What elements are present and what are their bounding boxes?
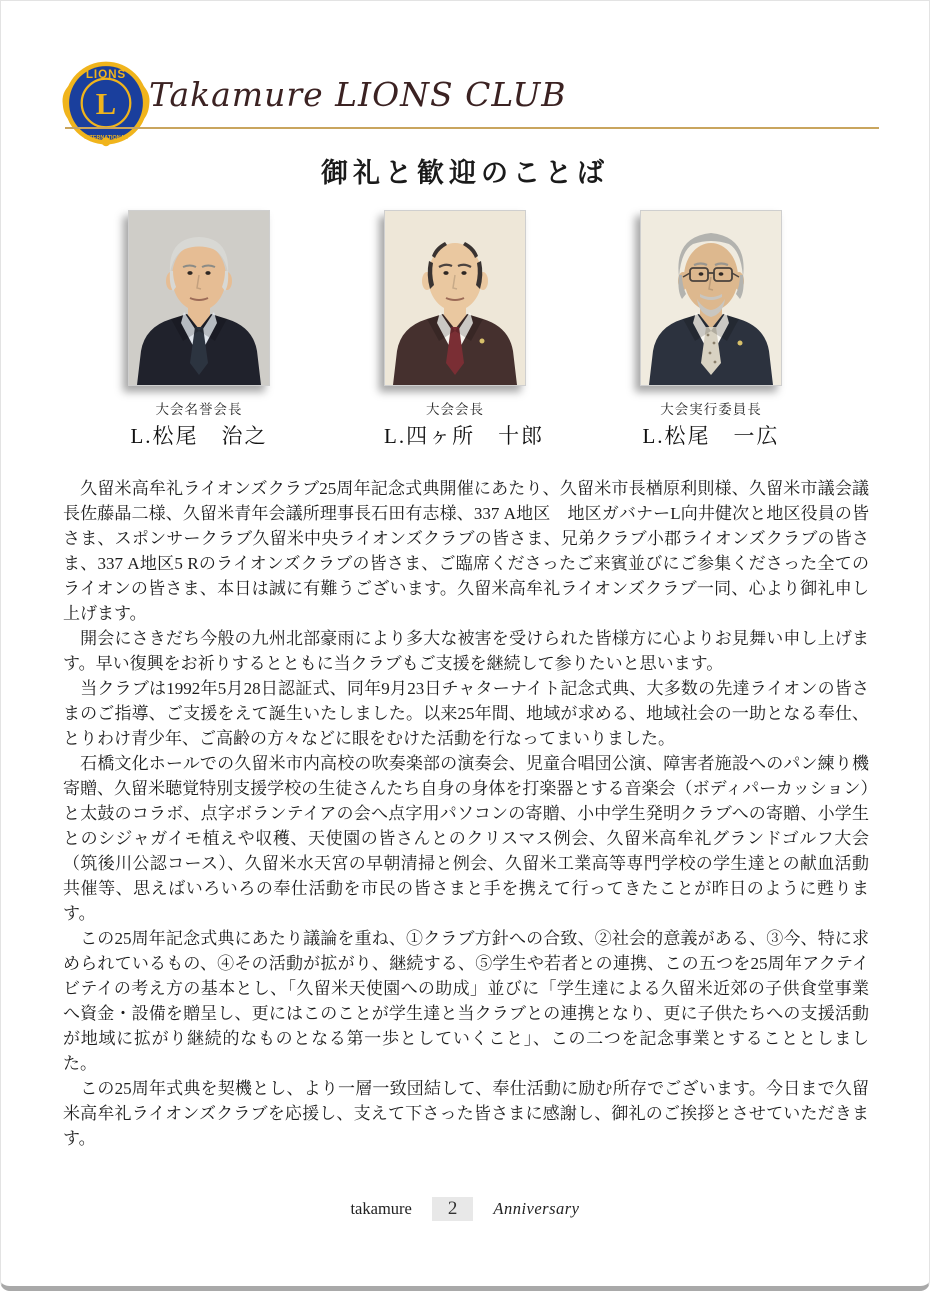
paragraph: 石橋文化ホールでの久留米市内高校の吹奏楽部の演奏会、児童合唱団公演、障害者施設へのパン練り機寄贈、久留米聴覚特別支援学校の生徒さんたち自身の身体を打楽器とする音楽会（ボディパーカッション）と太鼓のコラボ、点字ボランテイアの会へ点字用パソコンの寄贈、小中学生発明クラブへの寄贈、小学生とのシジャガイモ植えや収穫、天使園の皆さんとのクリスマス例会、久留米高牟礼グランドゴルフ大会（筑後川公認コース）、久留米水天宮の早朝清掃と例会、久留米工業高等専門学校の学生達との献血活動共催等、思えばいろいろの奉仕活動を市民の皆さまと手を携えて行ってきたことが昨日のように甦ります。 [63, 754, 869, 923]
portrait-photo [384, 210, 526, 386]
logo-text-international: INTERNATIONAL [84, 135, 128, 141]
official-role: 大会名誉会長 [155, 402, 243, 417]
logo-text-lions: LIONS [85, 67, 127, 81]
officials-row [0, 210, 919, 450]
lions-club-logo-icon [61, 57, 151, 149]
logo-letter-l: L [95, 86, 117, 121]
paragraph: この25周年記念式典にあたり議論を重ね、①クラブ方針への合致、②社会的意義がある、③今、特に求められているもの、④その活動が拡がり、継続する、⑤学生や若者との連携、この五つを25周年アクテイビテイの考え方の基本とし、「久留米天使園への助成」並びに「学生達による久留米近郊の子供食堂事業へ資金・設備を贈呈し、更にはこのことが学生達と当クラブとの連携となり、更に子供たちへの支援活動が地域に拡がり継続的なものとなる第一歩としていくこと」、この二つを記念事業とすることとしました。 [63, 929, 869, 1073]
official-role: 大会会長 [426, 402, 484, 417]
paragraph: 開会にさきだち今般の九州北部豪雨により多大な被害を受けられた皆様方に心よりお見舞い申し上げます。早い復興をお祈りするとともに当クラブもご支援を継続して参りたいと思います。 [63, 629, 869, 673]
paragraph: この25周年式典を契機とし、より一層一致団結して、奉仕活動に励む所存でございます。今日まで久留米高牟礼ライオンズクラブを応援し、支えて下さった皆さまに感謝し、御礼のご挨拶とさせていただきます。 [63, 1079, 869, 1148]
official-card [128, 210, 270, 450]
footer-club-text: takamure [350, 1199, 412, 1218]
lions-club-logo [61, 57, 151, 149]
portrait-illustration [385, 211, 525, 385]
footer-anniversary-text: Anniversary [493, 1199, 580, 1218]
portrait-photo [640, 210, 782, 386]
page-number: 2 [432, 1197, 474, 1221]
official-name: L.松尾 治之 [130, 424, 268, 448]
portrait-illustration [641, 211, 781, 385]
page-header [1, 1, 929, 141]
official-name: L.松尾 一広 [642, 424, 780, 448]
page-footer [1, 1197, 929, 1221]
club-name: Takamure LIONS CLUB [149, 75, 567, 114]
portrait-photo [128, 210, 270, 386]
official-name: L.四ヶ所 十郎 [384, 424, 545, 448]
page-title: 御礼と歓迎のことば [321, 158, 609, 188]
paragraph: 当クラブは1992年5月28日認証式、同年9月23日チャターナイト記念式典、大多数の先達ライオンの皆さまのご指導、ご支援をえて誕生いたしました。以来25年間、地域が求める、地域社会の一助となる奉仕、とりわけ青少年、ご高齢の方々などに眼をむけた活動を行なってまいりました。 [63, 679, 869, 748]
paragraph: 久留米高牟礼ライオンズクラブ25周年記念式典開催にあたり、久留米市長楢原利則様、久留米市議会議長佐藤晶二様、久留米青年会議所理事長石田有志様、337 A地区 地区ガバナーL向井健次と地区役員の皆さま、スポンサークラブ久留米中央ライオンズクラブの皆さま、兄弟クラブ小郡ライオンズクラブの皆さま、337 A地区5 Rのライオンズクラブの皆さま、ご臨席くださったご来賓並びにご参集くださった全てのライオンの皆さま、本日は誠に有難うございます。久留米高牟礼ライオンズクラブ一同、心より御礼申し上げます。 [63, 479, 869, 623]
header-rule [65, 127, 879, 129]
official-card [640, 210, 782, 450]
official-role: 大会実行委員長 [660, 402, 762, 417]
portrait-illustration [129, 211, 269, 385]
greeting-text [63, 476, 869, 1151]
official-card [384, 210, 545, 450]
